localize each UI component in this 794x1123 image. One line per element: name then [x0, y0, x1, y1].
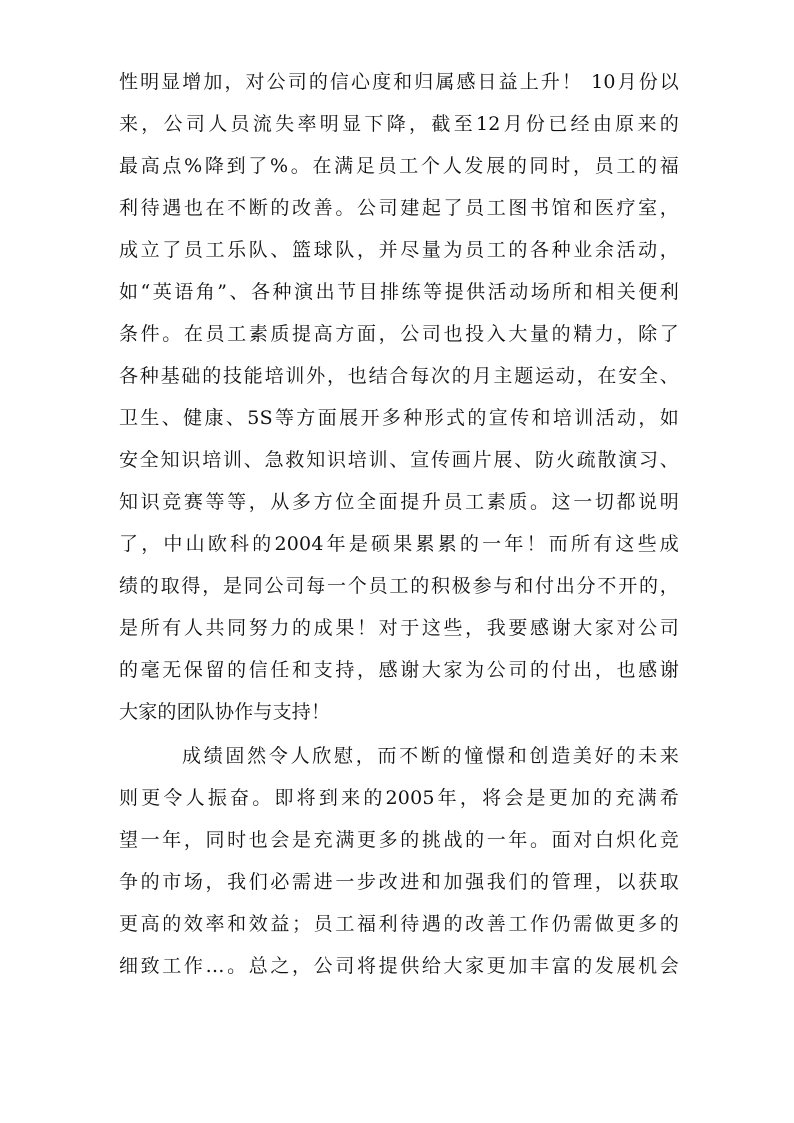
paragraph-1-line-5: 成立了员工乐队、篮球队，并尽量为员工的各种业余活动，	[119, 239, 679, 261]
paragraph-2-line-6: 细致工作…。总之，公司将提供给大家更加丰富的发展机会	[119, 955, 679, 977]
paragraph-2-line-5: 更高的效率和效益；员工福利待遇的改善工作仍需做更多的	[119, 913, 679, 935]
paragraph-2-line-1: 成绩固然令人欣慰，而不断的憧憬和创造美好的未来	[182, 745, 679, 767]
paragraph-1-line-14: 是所有人共同努力的成果！对于这些，我要感谢大家对公司	[119, 617, 679, 639]
paragraph-1-line-7: 条件。在员工素质提高方面，公司也投入大量的精力，除了	[119, 323, 679, 345]
paragraph-1-line-4: 利待遇也在不断的改善。公司建起了员工图书馆和医疗室，	[119, 197, 679, 219]
paragraph-1-line-16: 大家的团队协作与支持！	[119, 701, 331, 723]
paragraph-1-line-3: 最高点%降到了%。在满足员工个人发展的同时，员工的福	[119, 155, 679, 177]
paragraph-2-line-3: 望一年，同时也会是充满更多的挑战的一年。面对白炽化竞	[119, 829, 679, 851]
paragraph-1-line-15: 的毫无保留的信任和支持，感谢大家为公司的付出，也感谢	[119, 659, 679, 681]
paragraph-1-line-11: 知识竞赛等等，从多方位全面提升员工素质。这一切都说明	[119, 491, 679, 513]
paragraph-1-line-13: 绩的取得，是同公司每一个员工的积极参与和付出分不开的，	[119, 575, 679, 597]
paragraph-2-line-2: 则更令人振奋。即将到来的2005年，将会是更加的充满希	[119, 787, 679, 809]
paragraph-2-line-4: 争的市场，我们必需进一步改进和加强我们的管理，以获取	[119, 871, 679, 893]
paragraph-1-line-8: 各种基础的技能培训外，也结合每次的月主题运动，在安全、	[119, 365, 679, 387]
paragraph-1-line-6: 如“英语角”、各种演出节目排练等提供活动场所和相关便利	[119, 281, 679, 303]
paragraph-1-line-2: 来，公司人员流失率明显下降，截至12月份已经由原来的	[119, 113, 679, 135]
paragraph-1-line-1: 性明显增加，对公司的信心度和归属感日益上升！ 10月份以	[119, 71, 679, 93]
paragraph-1-line-10: 安全知识培训、急救知识培训、宣传画片展、防火疏散演习、	[119, 449, 679, 471]
paragraph-1-line-12: 了，中山欧科的2004年是硕果累累的一年！而所有这些成	[119, 533, 679, 555]
paragraph-1-line-9: 卫生、健康、5S等方面展开多种形式的宣传和培训活动，如	[119, 407, 679, 429]
